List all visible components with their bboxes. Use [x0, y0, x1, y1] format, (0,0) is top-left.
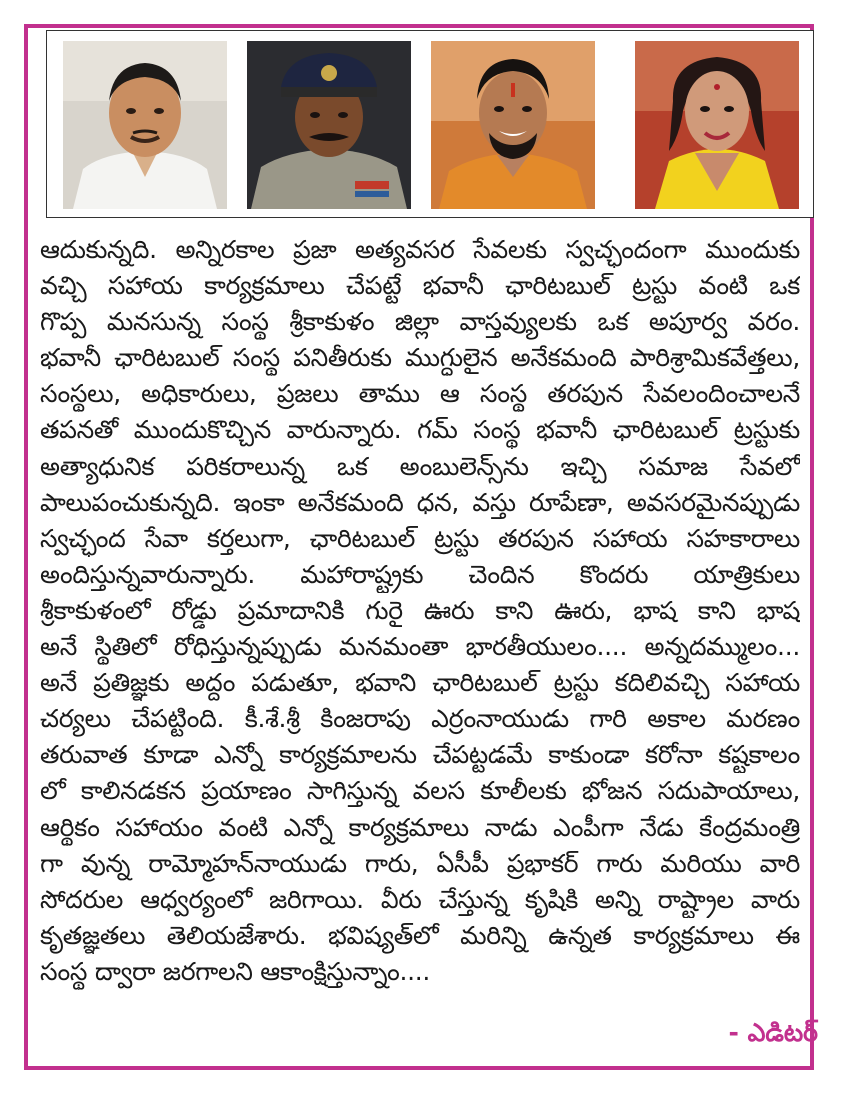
article-line: స్వచ్ఛంద సేవా కర్తలుగా, ఛారిటబుల్ ట్రస్టు తరపున సహాయ సహకారాలు [40, 523, 800, 553]
article-line: గా వున్న రామ్మోహన్‌నాయుడు గారు, ఏసీపీ ప్రభాకర్ గారు మరియు వారి [40, 848, 800, 878]
article-line: సంస్థ ద్వారా జరగాలని ఆకాంక్షిస్తున్నాం.... [40, 956, 431, 986]
portrait-police-officer-icon [247, 41, 411, 209]
article-line: తరువాత కూడా ఎన్నో కార్యక్రమాలను చేపట్టడమే కాకుండా కరోనా కష్టకాలం [40, 740, 800, 770]
article-line: శ్రీకాకుళంలో రోడ్డు ప్రమాదానికి గురై ఊరు కాని ఊరు, భాష కాని భాష [40, 595, 800, 625]
article-line: పాలుపంచుకున్నది. ఇంకా అనేకమంది ధన, వస్తు రూపేణా, అవసరమైనప్పుడు [40, 487, 800, 517]
portrait-man-white-shirt-icon [63, 41, 227, 209]
article-line: కృతజ్ఞతలు తెలియజేశారు. భవిష్యత్‌లో మరిన్ని ఉన్నత కార్యక్రమాలు ఈ [40, 920, 800, 950]
portrait-woman-yellow-scarf-icon [635, 41, 799, 209]
article-line: అందిస్తున్నవారున్నారు. మహారాష్ట్రకు చెందిన కొందరు యాత్రికులు [40, 559, 800, 589]
article-line: భవానీ ఛారిటబుల్ సంస్థ పనితీరుకు ముగ్ధులైన అనేకమంది పారిశ్రామికవేత్తలు, [40, 343, 800, 373]
article-line: గొప్ప మనసున్న సంస్థ శ్రీకాకుళం జిల్లా వాస్తవ్యులకు ఒక అపూర్వ వరం. [40, 307, 800, 337]
article-body [40, 232, 800, 1062]
article-line: అనే స్థితిలో రోధిస్తున్నప్పుడు మనమంతా భారతీయులం.... అన్నదమ్ములం... [40, 632, 800, 662]
editor-signature: - ఎడిటర్ [728, 1018, 818, 1047]
article-line: ఆదుకున్నది. అన్నిరకాల ప్రజా అత్యవసర సేవలకు స్వచ్ఛందంగా ముందుకు [40, 235, 800, 264]
article-line: తపనతో ముందుకొచ్చిన వారున్నారు. గమ్ సంస్థ భవానీ ఛారిటబుల్ ట్రస్టుకు [40, 415, 800, 445]
article-line: వచ్చి సహాయ కార్యక్రమాలు చేపట్టే భవానీ ఛారిటబుల్ ట్రస్టు వంటి ఒక [40, 271, 800, 301]
photo-strip [46, 30, 814, 218]
article-line: సంస్థలు, అధికారులు, ప్రజలు తాము ఆ సంస్థ తరపున సేవలందించాలనే [40, 379, 800, 409]
article-line: సోదరుల ఆధ్వర్యంలో జరిగాయి. వీరు చేస్తున్న కృషికి అన్ని రాష్ట్రాల వారు [40, 884, 800, 914]
article-line: ఆర్థికం సహాయం వంటి ఎన్నో కార్యక్రమాలు నాడు ఎంపీగా నేడు కేంద్రమంత్రి [40, 812, 800, 842]
article-line: చర్యలు చేపట్టింది. కీ.శే.శ్రీ కింజరాపు ఎర్రంనాయుడు గారి అకాల మరణం [40, 704, 800, 734]
article-line: అనే ప్రతిజ్ఞకు అద్దం పడుతూ, భవాని ఛారిటబుల్ ట్రస్టు కదిలివచ్చి సహాయ [40, 668, 800, 698]
article-line: లో కాలినడకన ప్రయాణం సాగిస్తున్న వలస కూలీలకు భోజన సదుపాయాలు, [40, 776, 800, 806]
article-line: అత్యాధునిక పరికరాలున్న ఒక అంబులెన్స్‌ను ఇచ్చి సమాజ సేవలో [40, 451, 800, 481]
portrait-young-man-tilak-icon [431, 41, 595, 209]
